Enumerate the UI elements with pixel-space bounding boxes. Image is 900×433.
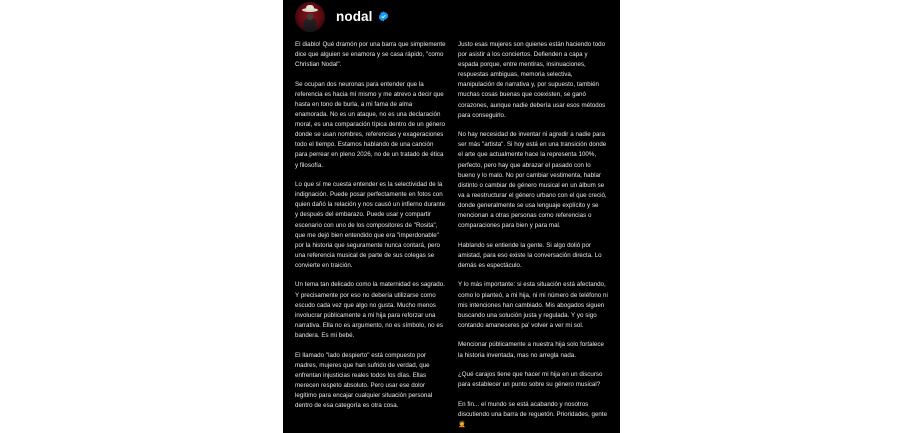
avatar-hat-crown-shape bbox=[306, 5, 314, 10]
paragraph: El llamado "lado despierto" está compuesto por madres, mujeres que han sufrido de verdad, que enfrentan injusticias reales todos los días. Ellas merecen respeto absoluto. Pero usar ese dolor legítimo para encajar cualquier situación personal dentro de esa categoría es otra cosa. bbox=[295, 351, 433, 409]
paragraph: Lo que sí me cuesta entender es la selectividad de la indignación. Puede posar perfectamente en fotos con quien dañó la relación y nos causó un infierno durante y después del embarazo. Puede usar y compartir escenario con uno de los compositores de "Rosita", que me dejó bien entendido que era "imperdonable" por la historia que seguramente nunca contará, pero una referencia musical de parte de sus colegas se convierte en traición. bbox=[295, 181, 446, 269]
paragraph: ¿Qué carajos tiene que hacer mi hija en un discurso para establecer un punto sobre su género musical? bbox=[458, 371, 603, 389]
paragraph: El diablo! Qué dramón por una barra que simplemente dice que alguien se enamora y se casa rápido, "como Christian Nodal". bbox=[295, 41, 446, 69]
post-header bbox=[283, 0, 620, 34]
paragraph: Un tema tan delicado como la maternidad es sagrado. Y precisamente por eso no debería utilizarse como escudo cada vez que algo no gusta. Mucho menos involucrar públicamente a mi hija para reforzar una narrativa. Ella no es argumento, no es símbolo, no es bandera. Es mi bebé. bbox=[295, 281, 445, 339]
paragraph: Se ocupan dos neuronas para entender que la referencia es hacia mí mismo y me atrevo a decir que hasta en tono de burla, a mi fama de alma enamorada. No es un ataque, no es una declaración moral, es una comparación típica dentro de un género donde se usan nombres, referencias y exageraciones todo el tiempo. Estamos hablando de una canción para perrear en pleno 2026, no de un tratado de ética y filosofía. bbox=[295, 80, 445, 169]
avatar-body-shape bbox=[304, 18, 317, 32]
paragraph: Hablando se entiende la gente. Si algo dolió por amistad, para eso existe la conversación directa. Lo demás es espectáculo. bbox=[458, 241, 602, 269]
paragraph-with-emoji: En fin... el mundo se está acabando y nosotros discutiendo una barra de reguetón. Prioridades, gente 🤦 bbox=[458, 400, 608, 428]
paragraph: Justo esas mujeres son quienes están haciendo todo por asistir a los conciertos. Defienden a capa y espada porque, entre mentiras, insinuaciones, respuestas ambiguas, memoria selectiva, manipulación de narrativa y, por supuesto, también muchas cosas buenas que coexisten, se ganó corazones, aunque nadie debería usar esos métodos para conseguirlo. bbox=[458, 41, 606, 119]
avatar-face-shape bbox=[307, 13, 314, 20]
social-post-card bbox=[283, 0, 620, 433]
profile-avatar-photo[interactable] bbox=[295, 2, 325, 32]
left-column bbox=[295, 40, 446, 430]
paragraph: Mencionar públicamente a nuestra hija solo fortalece la historia inventada, mas no arregla nada. bbox=[458, 341, 604, 359]
paragraph: No hay necesidad de inventar ni agredir a nadie para ser más "artista". Si hoy está en una transición donde el arte que actualmente hace la representa 100%, perfecto, pero hay que abrazar el pasado con lo bueno y lo malo. No por cambiar vestimenta, hablar distinto o cambiar de género musical en un álbum se va a reestructurar el género urbano con el que creció, donde generalmente se usa lenguaje explícito y se mencionan a otras personas como referencias o comparaciones para bien y para mal. bbox=[458, 131, 607, 230]
verified-badge-icon bbox=[378, 11, 389, 22]
post-text-body bbox=[283, 34, 620, 433]
right-column bbox=[458, 40, 609, 430]
account-username[interactable]: nodal bbox=[336, 8, 373, 24]
paragraph: Y lo más importante: si esta situación está afectando, como lo planteó, a mi hija, ni mi número de teléfono ni mis intenciones han cambiado. Mis abogados siguen buscando una solución justa y regulada. Y yo sigo contando amaneceres pa' volver a ver mi sol. bbox=[458, 281, 608, 329]
